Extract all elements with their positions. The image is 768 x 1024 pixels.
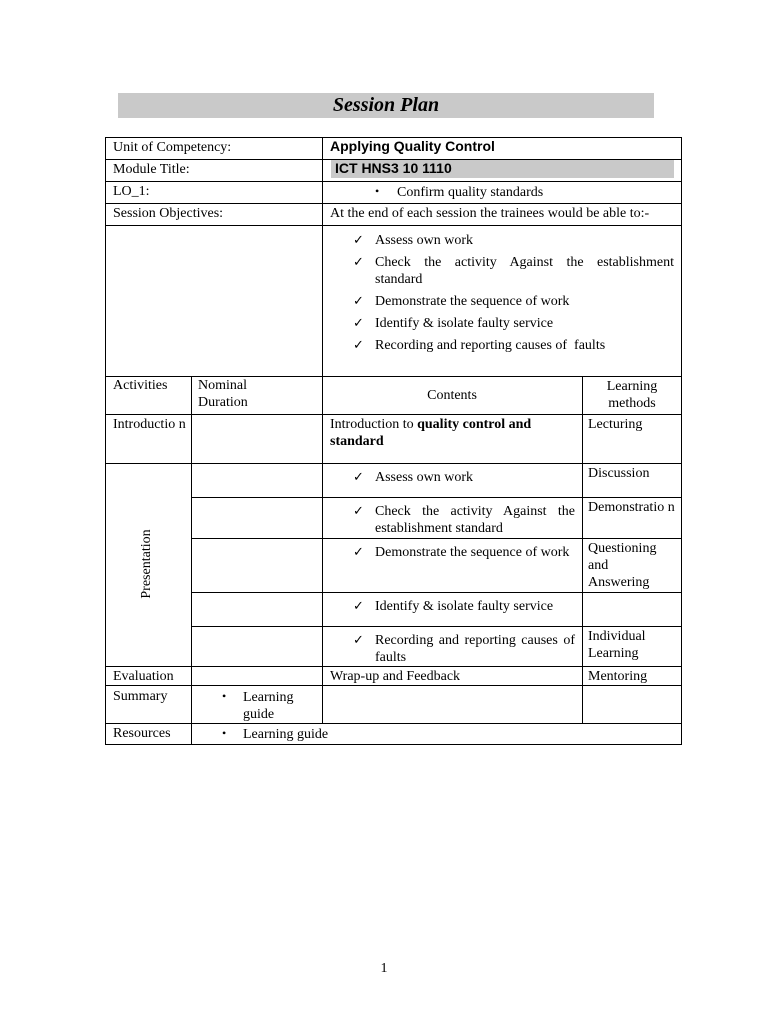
check-icon: ✓ bbox=[353, 503, 364, 518]
check-icon: ✓ bbox=[353, 254, 364, 269]
table-line bbox=[322, 137, 323, 227]
table-line bbox=[105, 203, 682, 204]
introduction-activity: Introductio n bbox=[113, 417, 186, 432]
col-methods: Learning methods bbox=[606, 379, 658, 411]
lo-label: LO_1: bbox=[113, 184, 150, 199]
presentation-method: Demonstratio n bbox=[588, 500, 675, 515]
evaluation-method: Mentoring bbox=[588, 669, 648, 684]
table-line bbox=[105, 744, 682, 745]
page-title: Session Plan bbox=[332, 94, 440, 116]
introduction-method: Lecturing bbox=[588, 417, 643, 432]
table-line bbox=[191, 592, 682, 593]
table-line bbox=[105, 181, 682, 182]
table-line bbox=[582, 376, 583, 724]
bullet-icon: • bbox=[222, 726, 227, 740]
presentation-method: Discussion bbox=[588, 466, 650, 481]
check-icon: ✓ bbox=[353, 632, 364, 647]
objective-item: Identify & isolate faulty service bbox=[375, 316, 554, 331]
objective-item: Check the activity Against the establishment standard bbox=[375, 255, 674, 287]
table-line bbox=[322, 376, 323, 724]
presentation-content: Identify & isolate faulty service bbox=[375, 599, 554, 614]
presentation-method: Individual Learning bbox=[588, 629, 646, 661]
table-line bbox=[105, 225, 682, 226]
check-icon: ✓ bbox=[353, 293, 364, 308]
check-icon: ✓ bbox=[353, 598, 364, 613]
col-duration: Nominal Duration bbox=[198, 378, 248, 410]
evaluation-content: Wrap-up and Feedback bbox=[330, 669, 461, 684]
check-icon: ✓ bbox=[353, 315, 364, 330]
check-icon: ✓ bbox=[353, 469, 364, 484]
presentation-content: Assess own work bbox=[375, 470, 473, 485]
unit-label: Unit of Competency: bbox=[113, 140, 232, 155]
presentation-content: Check the activity Against the establishment standard bbox=[375, 504, 575, 536]
table-line bbox=[191, 538, 682, 539]
presentation-method: Questioning and Answering bbox=[588, 541, 657, 590]
table-line bbox=[191, 376, 192, 744]
introduction-content-plain: Introduction to bbox=[330, 417, 418, 432]
resources-activity: Resources bbox=[113, 726, 171, 741]
objective-item: Demonstrate the sequence of work bbox=[375, 294, 570, 309]
bullet-icon: • bbox=[222, 689, 227, 703]
table-line bbox=[322, 225, 323, 376]
introduction-content bbox=[330, 416, 576, 450]
evaluation-activity: Evaluation bbox=[113, 669, 174, 684]
title-bar bbox=[118, 93, 654, 118]
table-line bbox=[105, 137, 106, 745]
module-label: Module Title: bbox=[113, 162, 190, 177]
summary-item: Learning guide bbox=[243, 690, 294, 722]
objective-item: Assess own work bbox=[375, 233, 473, 248]
presentation-label: Presentation bbox=[139, 529, 154, 599]
presentation-content: Recording and reporting causes of faults bbox=[375, 633, 575, 665]
unit-value: Applying Quality Control bbox=[330, 138, 495, 154]
objectives-value: At the end of each session the trainees would be able to:- bbox=[330, 206, 650, 221]
module-value: ICT HNS3 10 1110 bbox=[335, 160, 452, 176]
introduction-content-bold: quality control and standard bbox=[330, 417, 532, 449]
table-line bbox=[681, 137, 682, 745]
bullet-icon: • bbox=[375, 184, 380, 198]
check-icon: ✓ bbox=[353, 232, 364, 247]
objectives-label: Session Objectives: bbox=[113, 206, 224, 221]
summary-activity: Summary bbox=[113, 689, 168, 704]
objective-item: Recording and reporting causes of faults bbox=[375, 338, 606, 353]
presentation-content: Demonstrate the sequence of work bbox=[375, 545, 570, 560]
page-number: 1 bbox=[380, 961, 388, 976]
col-activities: Activities bbox=[113, 378, 168, 393]
table-line bbox=[191, 497, 682, 498]
col-contents: Contents bbox=[427, 388, 477, 403]
resources-item: Learning guide bbox=[243, 727, 329, 742]
table-line bbox=[191, 626, 682, 627]
check-icon: ✓ bbox=[353, 544, 364, 559]
check-icon: ✓ bbox=[353, 337, 364, 352]
lo-value: Confirm quality standards bbox=[397, 185, 544, 200]
